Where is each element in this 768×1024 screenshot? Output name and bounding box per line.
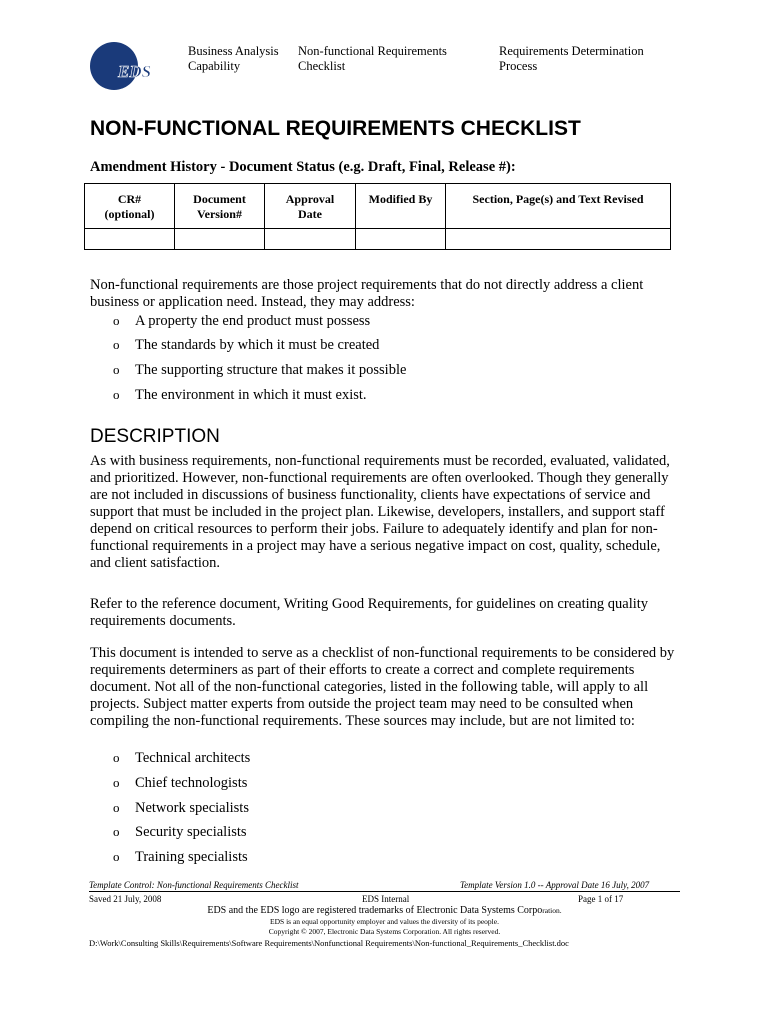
footer-internal: EDS Internal bbox=[362, 894, 410, 904]
list-item: o The standards by which it must be created bbox=[113, 337, 380, 353]
description-heading: DESCRIPTION bbox=[90, 426, 220, 447]
footer-page-number: Page 1 of 17 bbox=[578, 894, 624, 904]
bullet-circle-icon: o bbox=[113, 800, 120, 815]
checklist-purpose-paragraph: This document is intended to serve as a checklist of non-functional requirements to be considered by requirements determiners as part of their efforts to create a correct and complete requirements document. Not all of the non-functional categories, listed in the following table, will apply to all projects. Subject matter experts from outside the project team may need to be consulted when compiling the non-functional requirements. These sources may include, but are not limited to: bbox=[90, 645, 675, 729]
table-cell bbox=[85, 229, 175, 250]
table-cell bbox=[175, 229, 265, 250]
table-row bbox=[85, 229, 671, 250]
list-item: o A property the end product must possess bbox=[113, 313, 371, 329]
footer-trademark: EDS and the EDS logo are registered trademarks of Electronic Data Systems Corporation. bbox=[207, 905, 562, 916]
header-cr: CR# (optional) bbox=[85, 184, 175, 229]
header-document-name: Non-functional Requirements Checklist bbox=[298, 44, 447, 73]
header-process: Requirements Determination Process bbox=[499, 44, 644, 73]
footer-template-version: Template Version 1.0 -- Approval Date 16 July, 2007 bbox=[460, 880, 650, 890]
bullet-circle-icon: o bbox=[113, 775, 120, 790]
list-item: o Security specialists bbox=[113, 824, 247, 840]
table-cell bbox=[356, 229, 446, 250]
bullet-circle-icon: o bbox=[113, 387, 120, 402]
header-business-analysis: Business Analysis Capability bbox=[188, 44, 279, 73]
bullet-circle-icon: o bbox=[113, 337, 120, 352]
footer-saved-date: Saved 21 July, 2008 bbox=[89, 894, 162, 904]
table-cell bbox=[446, 229, 671, 250]
list-item: o The environment in which it must exist. bbox=[113, 387, 367, 403]
bullet-circle-icon: o bbox=[113, 313, 120, 328]
amendment-heading: Amendment History - Document Status (e.g. Draft, Final, Release #): bbox=[90, 159, 516, 175]
document-title: NON-FUNCTIONAL REQUIREMENTS CHECKLIST bbox=[90, 117, 581, 140]
amendment-history-table bbox=[84, 183, 671, 250]
table-cell bbox=[265, 229, 356, 250]
bullet-circle-icon: o bbox=[113, 824, 120, 839]
footer-copyright: Copyright © 2007, Electronic Data Systems Corporation. All rights reserved. bbox=[268, 927, 501, 936]
footer-equal-opportunity: EDS is an equal opportunity employer and values the diversity of its people. bbox=[270, 917, 499, 926]
header-approval-date: Approval Date bbox=[265, 184, 356, 229]
list-item: o Training specialists bbox=[113, 849, 248, 865]
bullet-circle-icon: o bbox=[113, 362, 120, 377]
bullet-circle-icon: o bbox=[113, 750, 120, 765]
bullet-circle-icon: o bbox=[113, 849, 120, 864]
intro-paragraph: Non-functional requirements are those project requirements that do not directly address a client business or application need. Instead, they may address: bbox=[90, 277, 644, 310]
list-item: o Network specialists bbox=[113, 800, 249, 816]
header-modified-by: Modified By bbox=[356, 184, 446, 229]
footer-file-path: D:\Work\Consulting Skills\Requirements\Software Requirements\Nonfunctional Requirements\Non-functional_Requirements_Checklist.doc bbox=[89, 938, 569, 948]
list-item: o The supporting structure that makes it possible bbox=[113, 362, 407, 378]
description-paragraph: As with business requirements, non-functional requirements must be recorded, evaluated, validated, and prioritized. However, non-functional requirements are often overlooked. Though they generally are not included in discussions of business functionality, clients have expectations of service and support that must be included in the project plan. Likewise, developers, installers, and support staff depend on critical resources to perform their jobs. Failure to adequately identify and plan for non-functional requirements in a project may have a serious negative impact on cost, quality, schedule, and client satisfaction. bbox=[90, 453, 670, 571]
reference-paragraph: Refer to the reference document, Writing Good Requirements, for guidelines on creating quality requirements documents. bbox=[90, 596, 649, 629]
footer-divider bbox=[89, 891, 680, 892]
header-section-revised: Section, Page(s) and Text Revised bbox=[446, 184, 671, 229]
list-item: o Technical architects bbox=[113, 750, 251, 766]
table-header-row bbox=[85, 184, 671, 229]
eds-logo bbox=[89, 41, 167, 91]
header-document-version: Document Version# bbox=[175, 184, 265, 229]
eds-logo-text: EDS bbox=[118, 62, 152, 81]
list-item: o Chief technologists bbox=[113, 775, 248, 791]
footer-template-control: Template Control: Non-functional Requirements Checklist bbox=[89, 880, 299, 890]
